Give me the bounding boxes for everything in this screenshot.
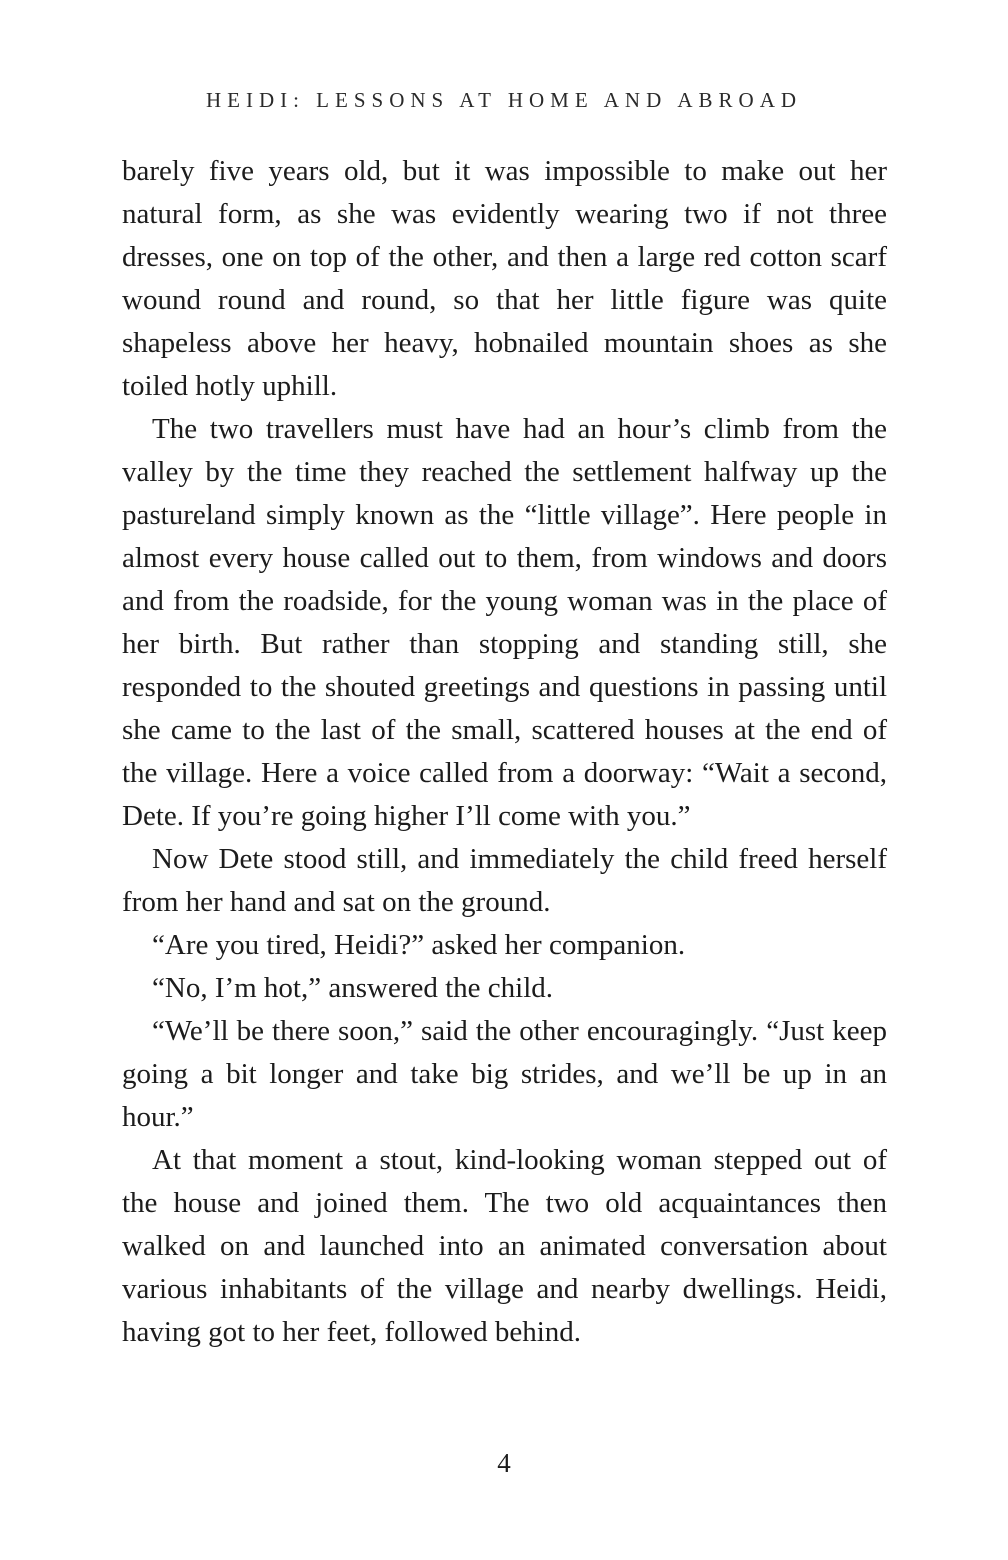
page-number: 4 — [497, 1448, 511, 1478]
paragraph: Now Dete stood still, and immediately the child freed herself from her hand and sat on the ground. — [122, 843, 887, 918]
paragraph: At that moment a stout, kind-looking woman stepped out of the house and joined them. The two old acquaintances then walked on and launched into an animated conversation about various inhabitants of the village and nearby dwellings. Heidi, having got to her feet, followed behind. — [122, 1144, 887, 1348]
paragraph: “No, I’m hot,” answered the child. — [152, 972, 554, 1004]
paragraph: barely five years old, but it was impossible to make out her natural form, as she was evidently wearing two if not three dresses, one on top of the other, and then a large red cotton scarf wound round and round, so that her little figure was quite shapeless above her heavy, hobnailed mountain shoes as she toiled hotly uphill. — [122, 155, 887, 402]
paragraph: The two travellers must have had an hour’s climb from the valley by the time they reached the settlement halfway up the pastureland simply known as the “little village”. Here people in almost every house called out to them, from windows and doors and from the roadside, for the young woman was in the place of her birth. But rather than stopping and standing still, she responded to the shouted greetings and questions in passing until she came to the last of the small, scattered houses at the end of the village. Here a voice called from a doorway: “Wait a second, Dete. If you’re going higher I’ll come with you.” — [122, 413, 887, 832]
body-text — [122, 150, 887, 1354]
paragraph: “Are you tired, Heidi?” asked her companion. — [152, 929, 686, 961]
paragraph: “We’ll be there soon,” said the other encouragingly. “Just keep going a bit longer and take big strides, and we’ll be up in an hour.” — [122, 1015, 887, 1133]
running-header: HEIDI: LESSONS AT HOME AND ABROAD — [205, 88, 803, 112]
